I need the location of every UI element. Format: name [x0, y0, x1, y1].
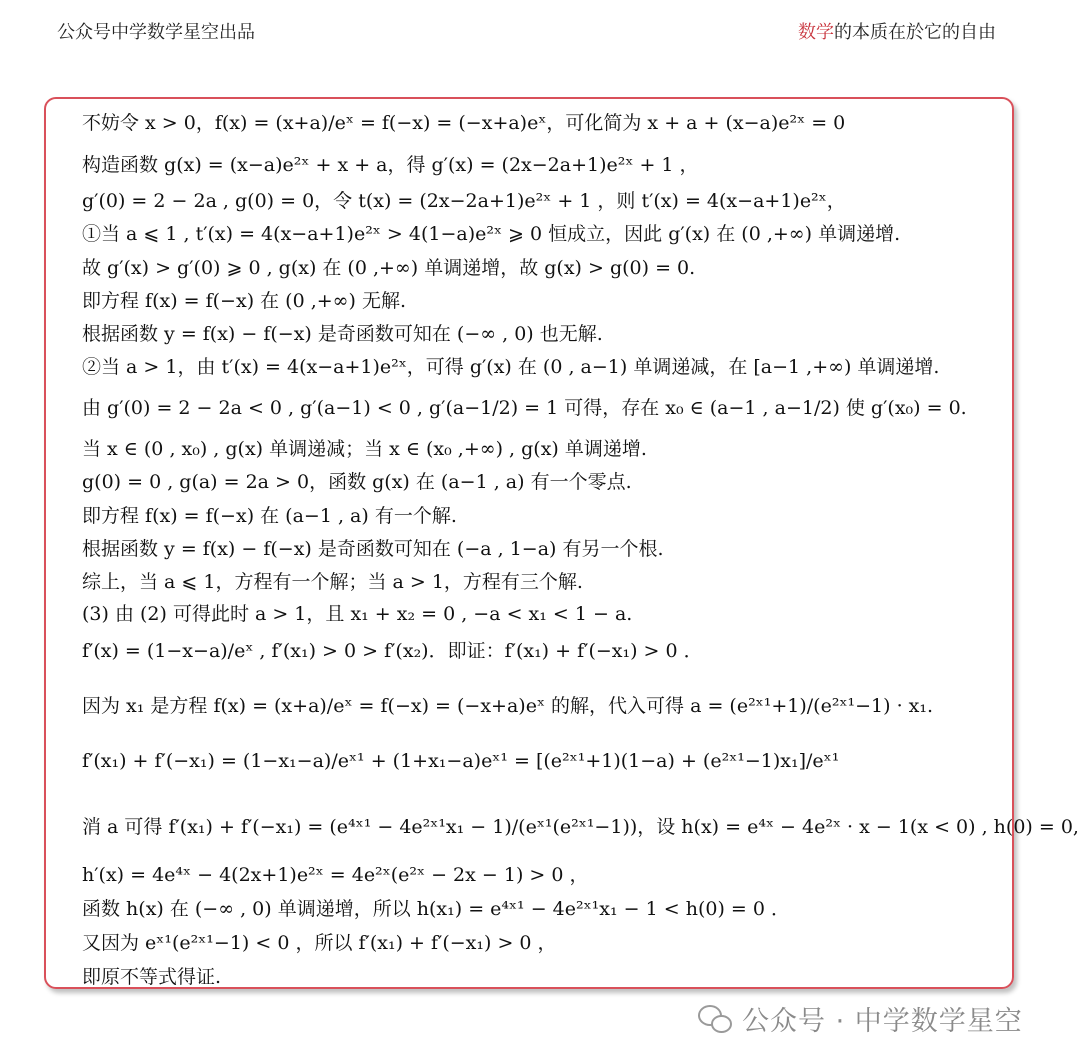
- header-right-motto: [798, 18, 996, 44]
- solution-box: [44, 97, 1079, 989]
- solution-line: 故 g′(x) > g′(0) ⩾ 0 , g(x) 在 (0 ,+∞) 单调递增，故 g(x) > g(0) = 0.: [82, 257, 696, 279]
- solution-line: 又因为 eˣ¹(e²ˣ¹−1) < 0 ，所以 f′(x₁) + f′(−x₁) > 0 ，: [82, 932, 557, 954]
- solution-line: f′(x) = (1−x−a)/eˣ , f′(x₁) > 0 > f′(x₂)．即证：f′(x₁) + f′(−x₁) > 0 ．: [82, 640, 703, 662]
- solution-line: 根据函数 y = f(x) − f(−x) 是奇函数可知在 (−∞ , 0) 也无解.: [82, 323, 603, 345]
- solution-line: 根据函数 y = f(x) − f(−x) 是奇函数可知在 (−a , 1−a) 有另一个根.: [82, 538, 664, 560]
- solution-line: 不妨令 x > 0，f(x) = (x+a)/eˣ = f(−x) = (−x+a)eˣ，可化简为 x + a + (x−a)e²ˣ = 0: [82, 112, 846, 134]
- motto-accent: 数学: [798, 22, 834, 43]
- solution-line: 当 x ∈ (0 , x₀) , g(x) 单调递减；当 x ∈ (x₀ ,+∞) , g(x) 单调递增.: [82, 438, 647, 460]
- solution-line: 即方程 f(x) = f(−x) 在 (0 ,+∞) 无解.: [82, 290, 407, 312]
- solution-line: h′(x) = 4e⁴ˣ − 4(2x+1)e²ˣ = 4e²ˣ(e²ˣ − 2x − 1) > 0 ，: [82, 864, 589, 886]
- solution-line: 由 g′(0) = 2 − 2a < 0 , g′(a−1) < 0 , g′(a−1/2) = 1 可得，存在 x₀ ∈ (a−1 , a−1/2) 使 g′(x₀) = 0.: [82, 397, 967, 419]
- solution-line: 即原不等式得证.: [82, 966, 222, 988]
- solution-line: ②当 a > 1，由 t′(x) = 4(x−a+1)e²ˣ，可得 g′(x) 在 (0 , a−1) 单调递减，在 [a−1 ,+∞) 单调递增.: [82, 356, 940, 378]
- solution-line: 函数 h(x) 在 (−∞ , 0) 单调递增，所以 h(x₁) = e⁴ˣ¹ − 4e²ˣ¹x₁ − 1 < h(0) = 0 ．: [82, 898, 790, 920]
- solution-line: ①当 a ⩽ 1 , t′(x) = 4(x−a+1)e²ˣ > 4(1−a)e²ˣ ⩾ 0 恒成立，因此 g′(x) 在 (0 ,+∞) 单调递增.: [82, 223, 901, 245]
- solution-line: 即方程 f(x) = f(−x) 在 (a−1 , a) 有一个解.: [82, 505, 457, 527]
- wechat-icon: [698, 1003, 732, 1033]
- header-left-title: 公众号中学数学星空出品: [57, 22, 255, 43]
- solution-line: 消 a 可得 f′(x₁) + f′(−x₁) = (e⁴ˣ¹ − 4e²ˣ¹x₁ − 1)/(eˣ¹(e²ˣ¹−1))，设 h(x) = e⁴ˣ − 4e²ˣ · x − 1(x < 0) , h(0) = 0,: [82, 816, 1079, 838]
- solution-line: g(0) = 0 , g(a) = 2a > 0，函数 g(x) 在 (a−1 , a) 有一个零点.: [82, 471, 632, 493]
- solution-line: (3) 由 (2) 可得此时 a > 1，且 x₁ + x₂ = 0 , −a < x₁ < 1 − a.: [82, 603, 633, 625]
- solution-line: 综上，当 a ⩽ 1，方程有一个解；当 a > 1，方程有三个解.: [82, 571, 583, 593]
- solution-line: f′(x₁) + f′(−x₁) = (1−x₁−a)/eˣ¹ + (1+x₁−a)eˣ¹ = [(e²ˣ¹+1)(1−a) + (e²ˣ¹−1)x₁]/eˣ¹: [82, 750, 840, 772]
- watermark-text: 公众号 · 中学数学星空: [742, 1005, 1023, 1037]
- solution-line: g′(0) = 2 − 2a , g(0) = 0，令 t(x) = (2x−2a+1)e²ˣ + 1 ，则 t′(x) = 4(x−a+1)e²ˣ，: [82, 190, 846, 212]
- solution-line: 构造函数 g(x) = (x−a)e²ˣ + x + a，得 g′(x) = (2x−2a+1)e²ˣ + 1 ，: [82, 154, 699, 176]
- solution-line: 因为 x₁ 是方程 f(x) = (x+a)/eˣ = f(−x) = (−x+a)eˣ 的解，代入可得 a = (e²ˣ¹+1)/(e²ˣ¹−1) · x₁.: [82, 695, 934, 717]
- watermark: [698, 1000, 1023, 1036]
- motto-rest: 的本质在於它的自由: [834, 22, 996, 43]
